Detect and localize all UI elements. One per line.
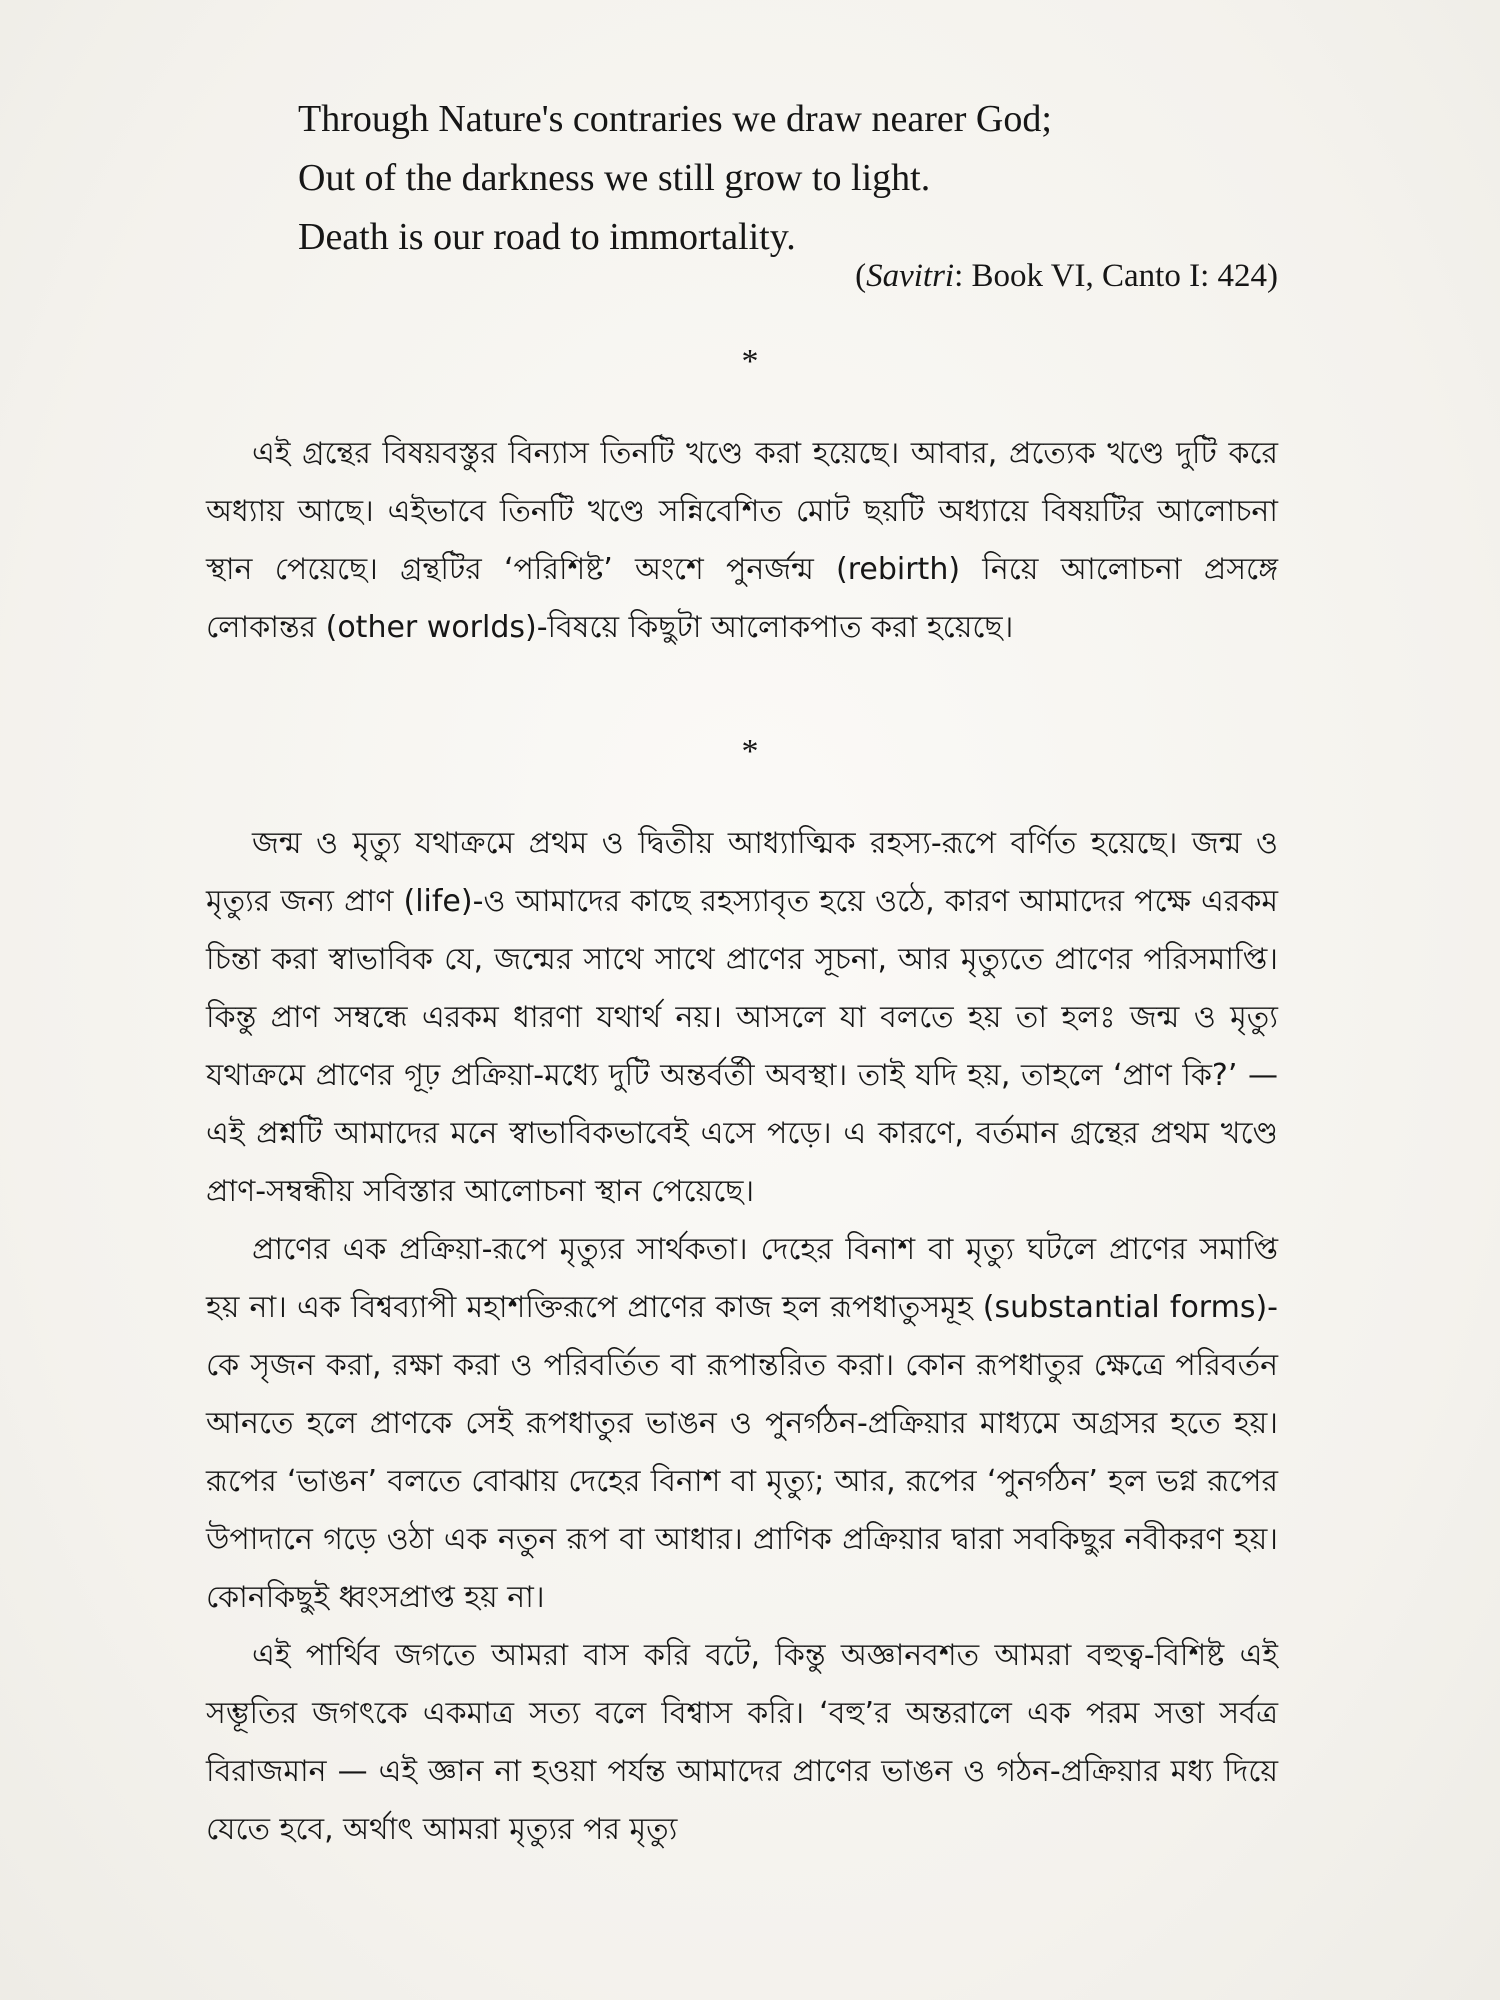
- citation-reference: : Book VI, Canto I: 424): [954, 258, 1278, 294]
- epigraph-line-3: Death is our road to immortality.: [298, 216, 796, 258]
- paragraph-earthly-world: এই পার্থিব জগতে আমরা বাস করি বটে, কিন্তু অজ্ঞানবশত আমরা বহুত্ব-বিশিষ্ট এই সম্ভূতির জগৎকে একমাত্র সত্য বলে বিশ্বাস করি। ‘বহু’র অন্তরালে এক পরম সত্তা সর্বত্র বিরাজমান — এই জ্ঞান না হওয়া পর্যন্ত আমাদের প্রাণের ভাঙন ও গঠন-প্রক্রিয়ার মধ্য দিয়ে যেতে হবে, অর্থাৎ আমরা মৃত্যুর পর মৃত্যু: [206, 1638, 1278, 1847]
- citation-title: Savitri: [866, 258, 955, 294]
- epigraph-line-2: Out of the darkness we still grow to light.: [298, 157, 931, 199]
- paragraph-life-process: প্রাণের এক প্রক্রিয়া-রূপে মৃত্যুর সার্থকতা। দেহের বিনাশ বা মৃত্যু ঘটলে প্রাণের সমাপ্তি হয় না। এক বিশ্বব্যাপী মহাশক্তিরূপে প্রাণের কাজ হল রূপধাতুসমূহ (substantial forms)-কে সৃজন করা, রক্ষা করা ও পরিবর্তিত বা রূপান্তরিত করা। কোন রূপধাতুর ক্ষেত্রে পরিবর্তন আনতে হলে প্রাণকে সেই রূপধাতুর ভাঙন ও পুনর্গঠন-প্রক্রিয়ার মাধ্যমে অগ্রসর হতে হয়। রূপের ‘ভাঙন’ বলতে বোঝায় দেহের বিনাশ বা মৃত্যু; আর, রূপের ‘পুনর্গঠন’ হল ভগ্ন রূপের উপাদানে গড়ে ওঠা এক নতুন রূপ বা আধার। প্রাণিক প্রক্রিয়ার দ্বারা সবকিছুর নবীকরণ হয়। কোনকিছুই ধ্বংসপ্রাপ্ত হয় না।: [206, 1232, 1278, 1615]
- section-structure: [206, 425, 1278, 657]
- paragraph-birth-death: জন্ম ও মৃত্যু যথাক্রমে প্রথম ও দ্বিতীয় আধ্যাত্মিক রহস্য-রূপে বর্ণিত হয়েছে। জন্ম ও মৃত্যুর জন্য প্রাণ (life)-ও আমাদের কাছে রহস্যাবৃত হয়ে ওঠে, কারণ আমাদের পক্ষে এরকম চিন্তা করা স্বাভাবিক যে, জন্মের সাথে সাথে প্রাণের সূচনা, আর মৃত্যুতে প্রাণের পরিসমাপ্তি। কিন্তু প্রাণ সম্বন্ধে এরকম ধারণা যথার্থ নয়। আসলে যা বলতে হয় তা হলঃ জন্ম ও মৃত্যু যথাক্রমে প্রাণের গূঢ় প্রক্রিয়া-মধ্যে দুটি অন্তর্বর্তী অবস্থা। তাই যদি হয়, তাহলে ‘প্রাণ কি?’ — এই প্রশ্নটি আমাদের মনে স্বাভাবিকভাবেই এসে পড়ে। এ কারণে, বর্তমান গ্রন্থের প্রথম খণ্ডে প্রাণ-সম্বন্ধীয় সবিস্তার আলোচনা স্থান পেয়েছে।: [206, 826, 1278, 1209]
- section-body: [206, 815, 1278, 1859]
- epigraph-line-1: Through Nature's contraries we draw nearer God;: [298, 98, 1052, 140]
- section-separator-1: *: [741, 343, 759, 380]
- paragraph-structure: এই গ্রন্থের বিষয়বস্তুর বিন্যাস তিনটি খণ্ডে করা হয়েছে। আবার, প্রত্যেক খণ্ডে দুটি করে অধ্যায় আছে। এইভাবে তিনটি খণ্ডে সন্নিবেশিত মোট ছয়টি অধ্যায়ে বিষয়টির আলোচনা স্থান পেয়েছে। গ্রন্থটির ‘পরিশিষ্ট’ অংশে পুনর্জন্ম (rebirth) নিয়ে আলোচনা প্রসঙ্গে লোকান্তর (other worlds)-বিষয়ে কিছুটা আলোকপাত করা হয়েছে।: [206, 436, 1278, 645]
- epigraph-citation: (Savitri: Book VI, Canto I: 424): [855, 258, 1278, 294]
- section-separator-2: *: [741, 733, 759, 770]
- epigraph-verse: [298, 90, 1278, 267]
